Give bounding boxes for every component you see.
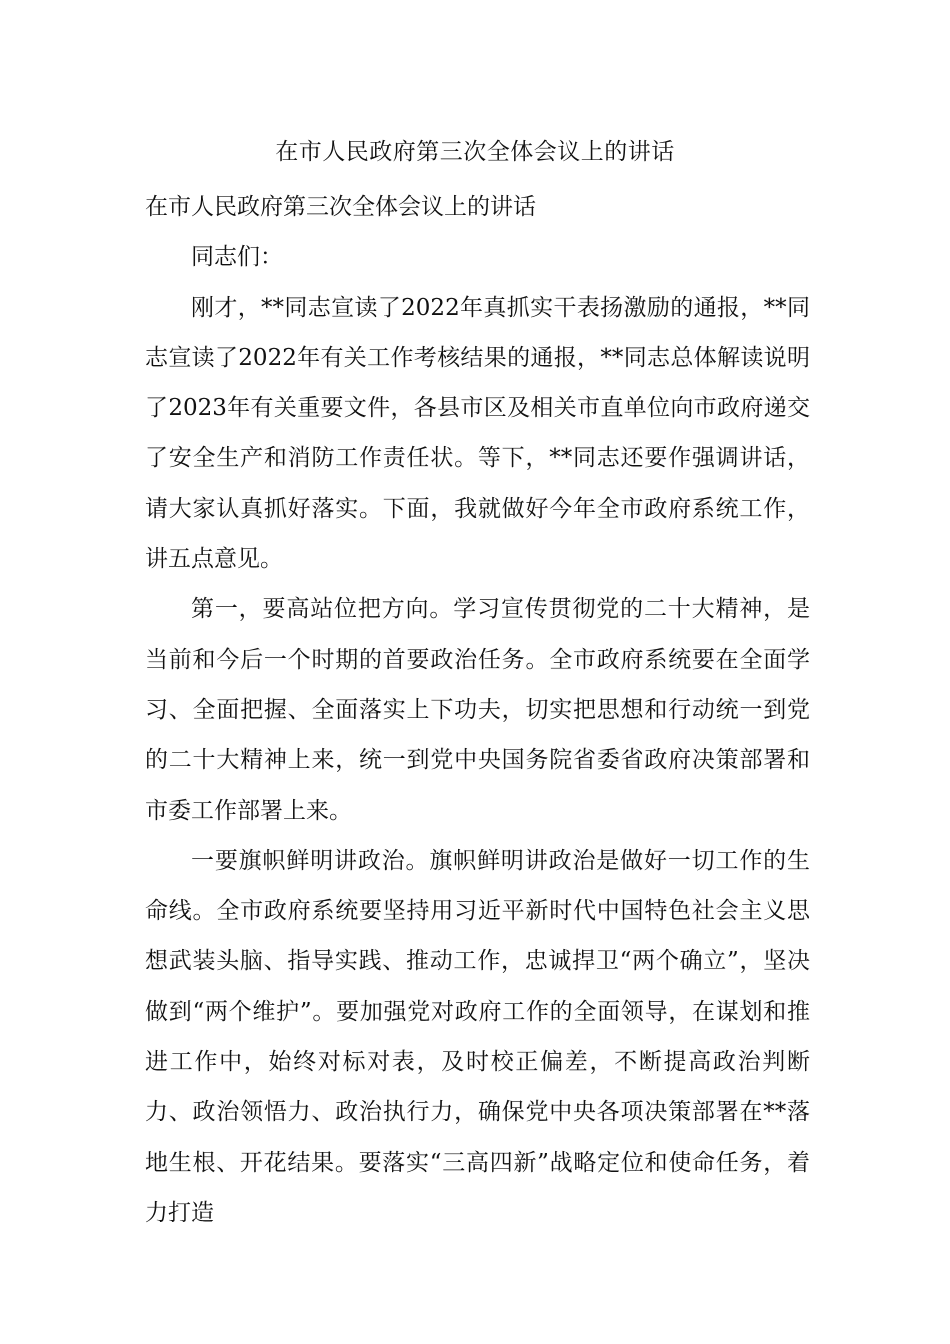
document-title: 在市人民政府第三次全体会议上的讲话 xyxy=(275,139,675,165)
greeting: 同志们： xyxy=(191,244,283,271)
paragraph-first-point: 第一，要高站位把方向。学习宣传贯彻党的二十大精神，是当前和今后一个时期的首要政治任务。全市政府系统要在全面学习、全面把握、全面落实上下功夫，切实把思想和行动统一到党的二十大精神上来，统一到党中央国务院省委省政府决策部署和市委工作部署上来。 xyxy=(145,596,810,824)
document-body xyxy=(145,182,810,1238)
document-subtitle: 在市人民政府第三次全体会议上的讲话 xyxy=(145,194,536,220)
paragraph-opening: 刚才，**同志宣读了2022年真抓实干表扬激励的通报，**同志宣读了2022年有关工作考核结果的通报，**同志总体解读说明了2023年有关重要文件，各县市区及相关市直单位向市政府递交了安全生产和消防工作责任状。等下，**同志还要作强调讲话，请大家认真抓好落实。下面，我就做好今年全市政府系统工作，讲五点意见。 xyxy=(145,294,810,573)
paragraph-politics: 一要旗帜鲜明讲政治。旗帜鲜明讲政治是做好一切工作的生命线。全市政府系统要坚持用习近平新时代中国特色社会主义思想武装头脑、指导实践、推动工作，忠诚捍卫“两个确立”，坚决做到“两个维护”。要加强党对政府工作的全面领导，在谋划和推进工作中，始终对标对表，及时校正偏差，不断提高政治判断力、政治领悟力、政治执行力，确保党中央各项决策部署在**落地生根、开花结果。要落实“三高四新”战略定位和使命任务，着力打造 xyxy=(145,847,810,1226)
